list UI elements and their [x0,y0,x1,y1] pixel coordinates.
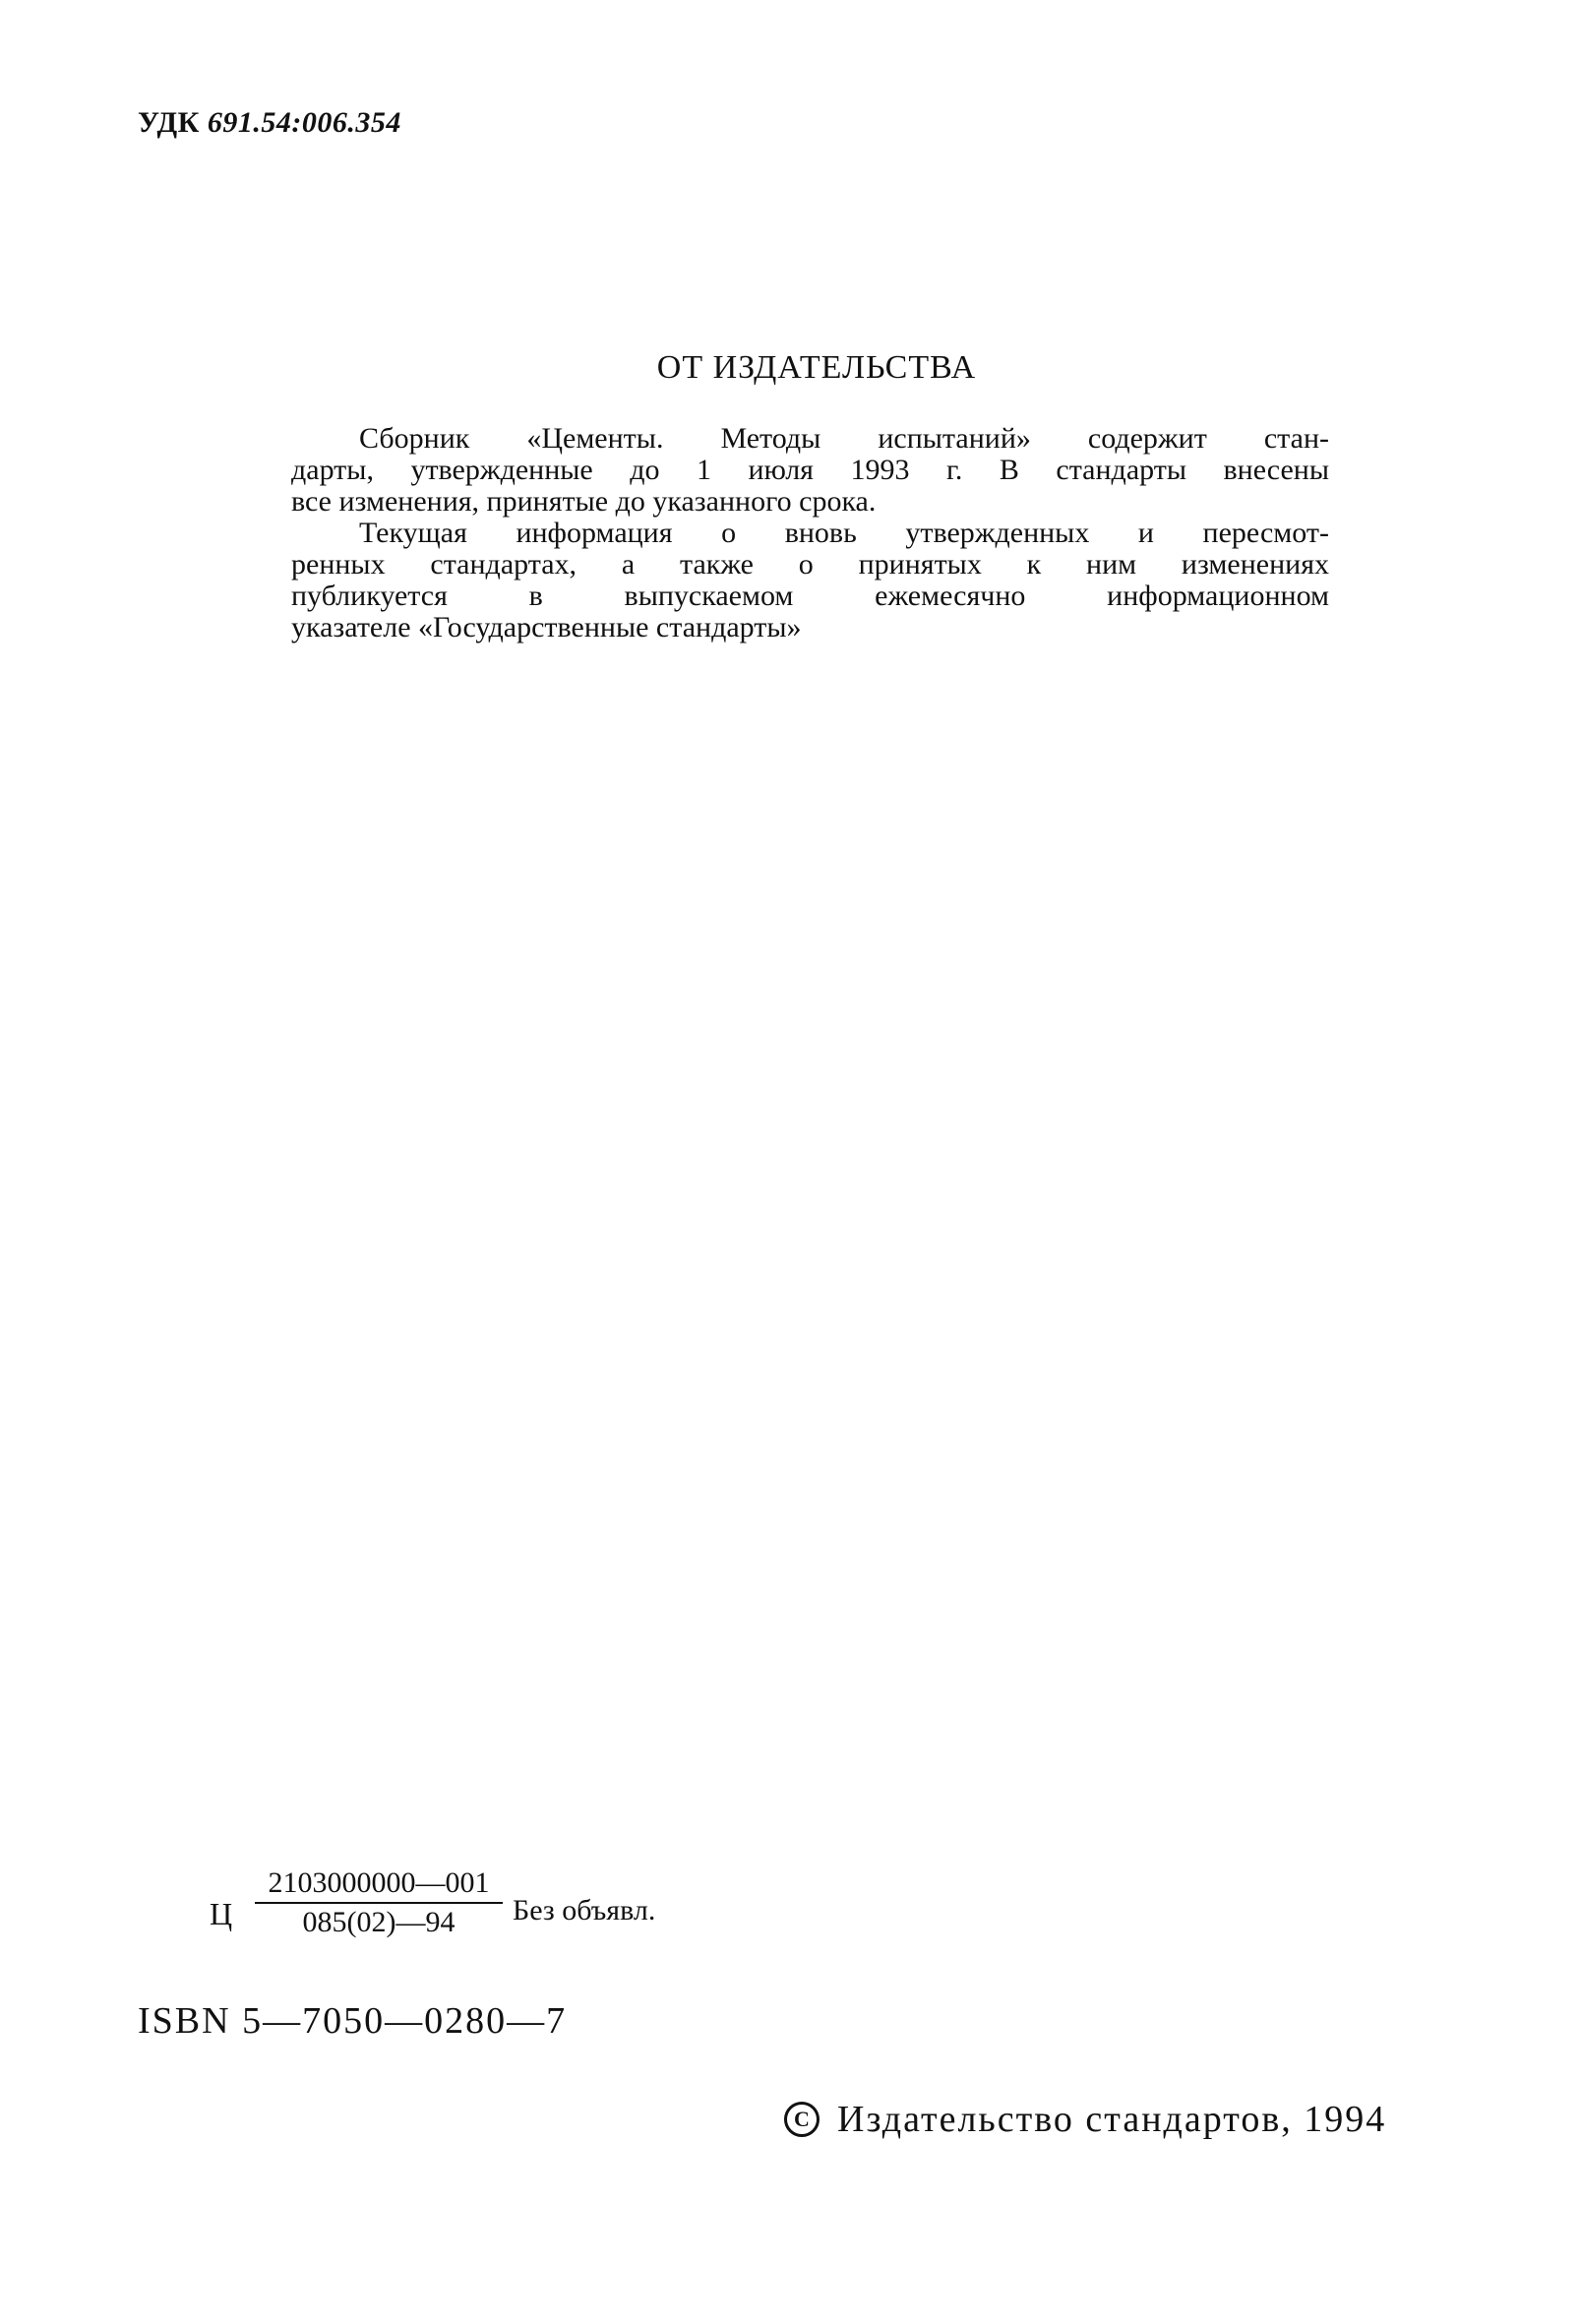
udk-label: УДК [138,106,200,139]
price-code [210,1865,760,1953]
price-letter: Ц [210,1896,233,1931]
paragraph-2-line-1: Текущая информация о вновь утвержденных и пересмот- [359,517,1329,549]
paragraph-2-line-2: ренных стандартах, а также о принятых к ним изменениях [291,548,1329,581]
paragraph-2-line-4: указателе «Государственные стандарты» [291,611,802,643]
publisher-note [291,423,1329,643]
price-denominator: 085(02)—94 [302,1906,455,1938]
paragraph-1-line-1: Сборник «Цементы. Методы испытаний» содержит стан- [359,422,1329,455]
isbn: ISBN 5—7050—0280—7 [138,2000,568,2042]
copyright-line [784,2098,1386,2141]
section-heading: ОТ ИЗДАТЕЛЬСТВА [656,349,977,386]
udk-number: 691.54:006.354 [207,106,401,139]
price-fraction [251,1865,507,1941]
price-numerator: 2103000000—001 [268,1866,490,1899]
price-note: Без объявл. [513,1894,656,1926]
paragraph-1-line-2: дарты, утвержденные до 1 июля 1993 г. В стандарты внесены [291,454,1329,486]
copyright-text: Издательство стандартов, 1994 [837,2099,1387,2140]
paragraph-1-line-3: все изменения, принятые до указанного срока. [291,485,877,518]
copyright-icon [784,2102,820,2137]
udk-code [138,106,401,140]
paragraph-2-line-3: публикуется в выпускаемом ежемесячно информационном [291,580,1329,612]
